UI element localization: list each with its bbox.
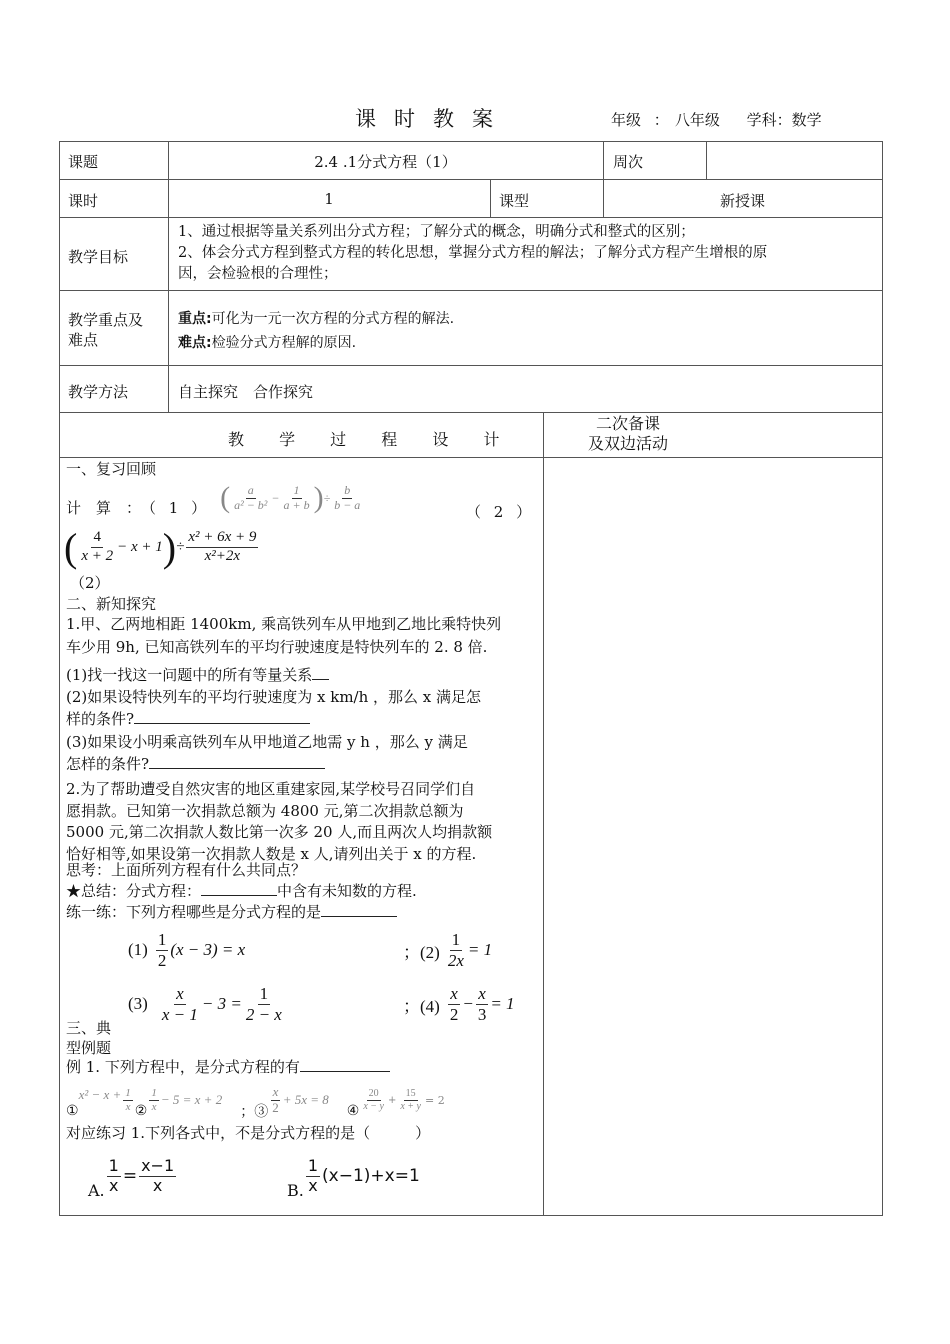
eq-label: ；(4) bbox=[403, 996, 440, 1016]
question-2-line: 恰好相等,如果设第一次捐款人数是 x 人,请列出关于 x 的方程. bbox=[66, 844, 477, 863]
goals-list bbox=[178, 222, 878, 285]
sub2-line: (2)如果设特快列车的平均行驶速度为 x km/h ，那么 x 满足怎 bbox=[66, 688, 482, 706]
row-divider bbox=[59, 290, 883, 291]
question-1-line: 1.甲、乙两地相距 1400km, 乘高铁列车从甲地到乙地比乘特快列 bbox=[66, 615, 502, 633]
example-1-text: 例 1. 下列方程中，是分式方程的有 bbox=[66, 1058, 300, 1076]
row-divider bbox=[59, 457, 883, 458]
calc-row bbox=[66, 478, 364, 518]
topic-label: 课题 bbox=[68, 153, 99, 171]
eq-label: ；(2) bbox=[403, 942, 440, 962]
answer-blank[interactable] bbox=[300, 1057, 390, 1072]
new-knowledge-title: 二、新知探究 bbox=[66, 595, 157, 613]
period-value: 1 bbox=[324, 190, 334, 208]
col-divider bbox=[168, 141, 169, 412]
keypoints-label-line: 教学重点及 bbox=[68, 311, 144, 329]
example-1 bbox=[66, 1057, 390, 1077]
sub1-text: (1)找一找这一问题中的所有等量关系 bbox=[66, 666, 313, 684]
grade-separator: ： bbox=[653, 111, 669, 129]
circle-marker: ① bbox=[66, 1103, 79, 1119]
practice-text: 练一练：下列方程哪些是分式方程的是 bbox=[66, 903, 322, 921]
table-border-right bbox=[882, 141, 883, 1216]
calc2-label: （ 2 ） bbox=[466, 503, 532, 521]
grade-subject bbox=[611, 109, 822, 130]
eq-part: + 5x = 8 bbox=[282, 1092, 329, 1107]
row-divider bbox=[59, 412, 883, 413]
practice-prompt bbox=[66, 902, 397, 922]
option-label: A. bbox=[88, 1180, 105, 1200]
summary bbox=[66, 881, 417, 901]
circle-marker: ④ bbox=[346, 1103, 360, 1119]
goal-item: 因，会检验根的合理性； bbox=[178, 266, 338, 282]
frac-num: 1 bbox=[293, 482, 300, 497]
col-divider bbox=[490, 179, 491, 217]
calc-expression-2: ( $\frac{4}{x + 2}$ − x + 1 ) ÷ $\frac{\text{x² + 6x + 9}}{\text{x²+2x}}$ bbox=[64, 524, 257, 570]
question-2-line: 2.为了帮助遭受自然灾害的地区重建家园,某学校号召同学们自 bbox=[66, 780, 476, 798]
frac-num: 4 bbox=[91, 529, 103, 547]
question-1-sub2 bbox=[66, 686, 481, 730]
secondary-prep-line: 二次备课 bbox=[595, 414, 660, 433]
question-1 bbox=[66, 613, 542, 659]
week-label: 周次 bbox=[613, 153, 644, 171]
example-1-equations: ① x² − x + $\frac{1}{x}$ ② $\frac{1}{x}$ − 5 = x + 2 ；③ $\frac{x}{2}$ + 5x = 8 ④ $\frac{20}{x - y}$ + $\frac{15}{x + y}$ = 2 bbox=[66, 1083, 445, 1120]
sub3-line: (3)如果设小明乘高铁列车从甲地道乙地需 y h ，那么 y 满足 bbox=[66, 733, 468, 751]
sub2-line: 样的条件? bbox=[66, 710, 135, 728]
week-value bbox=[716, 151, 876, 171]
frac-num: x² + 6x + 9 bbox=[186, 529, 258, 547]
eq-part: x² − x + bbox=[78, 1087, 122, 1102]
summary-suffix: 中含有未知数的方程. bbox=[277, 882, 417, 900]
question-1-sub1 bbox=[66, 664, 329, 686]
subject-label: 学科： bbox=[746, 111, 792, 129]
keypoint-text: 可化为一元一次方程的分式方程的解法. bbox=[211, 311, 455, 327]
option-label: B. bbox=[287, 1180, 304, 1200]
option-b-rest: (x−1)+x=1 bbox=[322, 1166, 420, 1186]
question-1-sub3 bbox=[66, 731, 468, 775]
option-b: B. $\frac{1}{x}$ (x−1)+x=1 bbox=[287, 1156, 420, 1200]
option-a: A. $\frac{1}{x}$ = $\frac{x-1}{x}$ bbox=[88, 1156, 175, 1200]
circle-marker: ② bbox=[134, 1103, 148, 1119]
question-1-line: 车少用 9h, 已知高铁列车的平均行驶速度是特快列车的 2. 8 倍. bbox=[66, 638, 488, 656]
table-border-left bbox=[59, 141, 60, 1216]
process-header: 教 学 过 程 设 计 bbox=[228, 430, 515, 449]
keypoint-label: 重点: bbox=[178, 311, 212, 327]
page-title: 课时教案 bbox=[355, 107, 511, 131]
table-border-top bbox=[59, 141, 883, 142]
answer-blank[interactable] bbox=[134, 709, 310, 724]
secondary-prep-line: 及双边活动 bbox=[587, 434, 668, 453]
typical-title-line: 三、典 bbox=[66, 1019, 112, 1037]
frac-den: a² − b² bbox=[234, 497, 268, 512]
lesson-type-label: 课型 bbox=[499, 192, 530, 210]
typical-examples-title bbox=[66, 1018, 111, 1058]
answer-blank[interactable] bbox=[321, 902, 397, 917]
eq-part: = 2 bbox=[424, 1093, 445, 1107]
question-2 bbox=[66, 779, 544, 865]
typical-title-line: 型例题 bbox=[66, 1039, 112, 1057]
row-divider bbox=[59, 217, 883, 218]
frac-num: a bbox=[247, 482, 254, 497]
question-2-line: 愿捐款。已知第一次捐款总额为 4800 元,第二次捐款总额为 bbox=[66, 801, 464, 820]
keypoints-label-line: 难点 bbox=[68, 331, 99, 349]
frac-num: b bbox=[344, 482, 351, 497]
question-2-line: 5000 元,第二次捐款人数比第一次多 20 人,而且两次人均捐款额 bbox=[66, 823, 493, 841]
grade-value: 八年级 bbox=[674, 111, 720, 129]
sub3-line: 怎样的条件? bbox=[66, 755, 150, 773]
eq-label: (1) bbox=[128, 940, 148, 959]
row-divider bbox=[59, 365, 883, 366]
goals-label: 教学目标 bbox=[68, 248, 129, 266]
calc2-marker: （2） bbox=[70, 574, 110, 592]
grade-label: 年级 bbox=[611, 111, 642, 129]
practice-1: 对应练习 1.下列各式中，不是分式方程的是（ ） bbox=[66, 1124, 431, 1142]
practice-eq-2: ；(2) $\frac{1}{2x}$ = 1 bbox=[403, 929, 493, 970]
lesson-type-value: 新授课 bbox=[719, 192, 765, 210]
circle-marker: ；③ bbox=[240, 1104, 269, 1120]
eq-part: − 5 = x + 2 bbox=[160, 1092, 223, 1107]
keypoints-content bbox=[178, 307, 454, 355]
answer-blank[interactable] bbox=[312, 665, 329, 680]
practice-eq-3: (3) $\frac{x}{x - 1}$ − 3 = $\frac{1}{2 - x}$ bbox=[128, 983, 282, 1024]
frac-den: a + b bbox=[283, 497, 310, 512]
review-title: 一、复习回顾 bbox=[66, 460, 157, 478]
frac-den: x²+2x bbox=[204, 547, 241, 564]
topic-value: 2.4 .1分式方程（1） bbox=[314, 153, 457, 171]
eq-label: (3) bbox=[128, 994, 148, 1013]
calc-label: 计 算 ： （ 1 ） bbox=[66, 498, 207, 517]
calc-expression-1: ( $\frac{a}{\text{a² − b²}}$ − $\frac{1}{a + b}$ ) ÷ $\frac{b}{b - a}$ bbox=[220, 481, 361, 514]
col-divider bbox=[706, 141, 707, 179]
think-prompt: 思考：上面所列方程有什么共同点？ bbox=[66, 861, 307, 879]
answer-blank[interactable] bbox=[149, 754, 325, 769]
subject-value: 数学 bbox=[791, 111, 822, 129]
difficulty-label: 难点: bbox=[178, 335, 212, 351]
method-value: 自主探究 合作探究 bbox=[178, 383, 314, 401]
frac-den: x + 2 bbox=[81, 547, 114, 564]
goal-item: 2、体会分式方程到整式方程的转化思想，掌握分式方程的解法；了解分式方程产生增根的原 bbox=[178, 245, 768, 261]
practice-eq-1: (1) $\frac{1}{2}$ (x − 3) = x bbox=[128, 929, 246, 970]
difficulty-text: 检验分式方程解的原因. bbox=[211, 335, 357, 351]
table-border-bottom bbox=[59, 1215, 883, 1216]
frac-den: b − a bbox=[334, 497, 361, 512]
expr-mid: − x + 1 bbox=[117, 538, 163, 555]
row-divider bbox=[59, 179, 883, 180]
method-label: 教学方法 bbox=[68, 383, 129, 401]
goal-item: 1、通过根据等量关系列出分式方程；了解分式的概念，明确分式和整式的区别； bbox=[178, 224, 695, 240]
period-label: 课时 bbox=[68, 192, 99, 210]
practice-eq-4: ；(4) $\frac{x}{2}$ − $\frac{x}{3}$ = 1 bbox=[403, 983, 515, 1024]
summary-prefix: ★总结：分式方程： bbox=[66, 882, 202, 900]
keypoints-label bbox=[68, 310, 143, 350]
secondary-prep-header bbox=[543, 414, 713, 454]
eq-rest: (x − 3) = x bbox=[170, 940, 246, 959]
answer-blank[interactable] bbox=[201, 881, 277, 896]
